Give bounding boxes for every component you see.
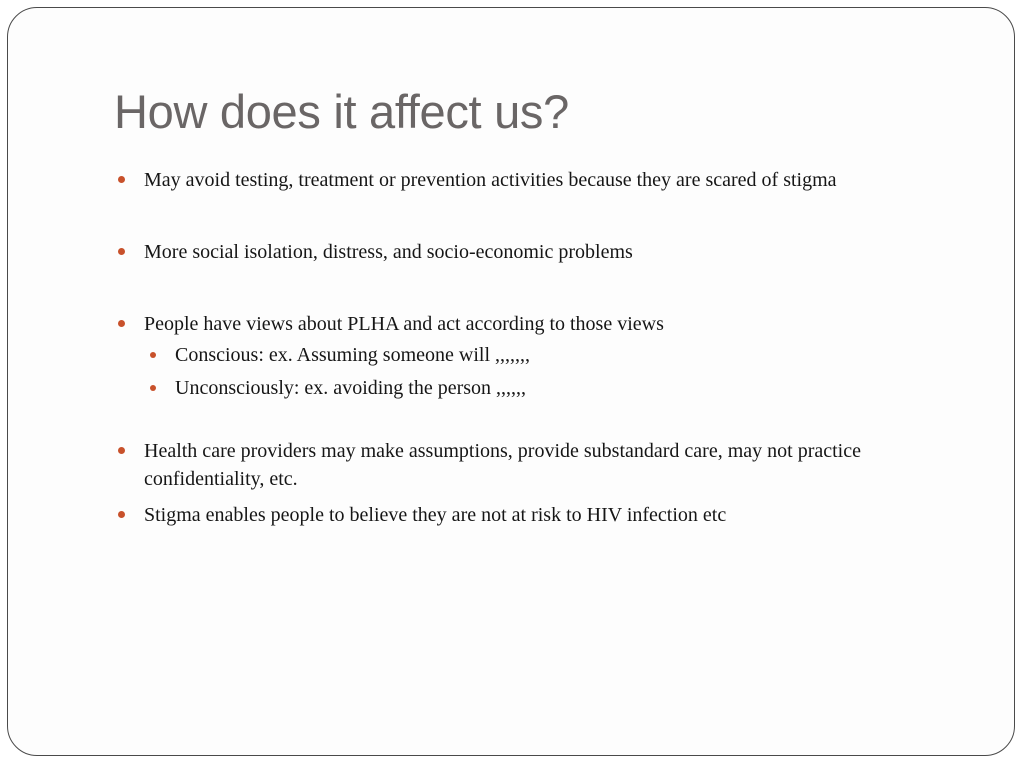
bullet-text: Stigma enables people to believe they are not at risk to HIV infection etc: [144, 504, 727, 526]
sub-bullet-dot-icon: [150, 385, 156, 391]
slide-frame: [7, 7, 1015, 756]
bullet-text: May avoid testing, treatment or prevention activities because they are scared of stigma: [144, 169, 837, 191]
sub-bullet-text: Unconsciously: ex. avoiding the person ,,,,,,: [175, 377, 527, 399]
bullet-dot-icon: [118, 320, 125, 327]
bullet-item-views-about-plha: [114, 310, 954, 402]
bullet-text: People have views about PLHA and act according to those views: [144, 313, 664, 335]
slide-title: How does it affect us?: [114, 85, 569, 138]
bullet-text: More social isolation, distress, and socio-economic problems: [144, 241, 633, 263]
sub-bullet-text: Conscious: ex. Assuming someone will ,,,,,,,: [175, 344, 530, 366]
bullet-item-avoid-testing: [114, 166, 954, 194]
bullet-dot-icon: [118, 447, 125, 454]
sub-bullet-item-conscious: [144, 341, 954, 369]
bullet-dot-icon: [118, 248, 125, 255]
bullet-text: Health care providers may make assumptions, provide substandard care, may not practice confidentiality, etc.: [144, 440, 861, 490]
bullet-item-social-isolation: [114, 238, 954, 266]
bullet-dot-icon: [118, 176, 125, 183]
bullet-item-stigma-risk: [114, 501, 954, 529]
sub-bullet-list: [144, 341, 954, 402]
sub-bullet-item-unconscious: [144, 374, 954, 402]
sub-bullet-dot-icon: [150, 352, 156, 358]
bullet-item-health-care-providers: [114, 437, 954, 493]
bullet-dot-icon: [118, 511, 125, 518]
bullet-list: [114, 166, 954, 537]
